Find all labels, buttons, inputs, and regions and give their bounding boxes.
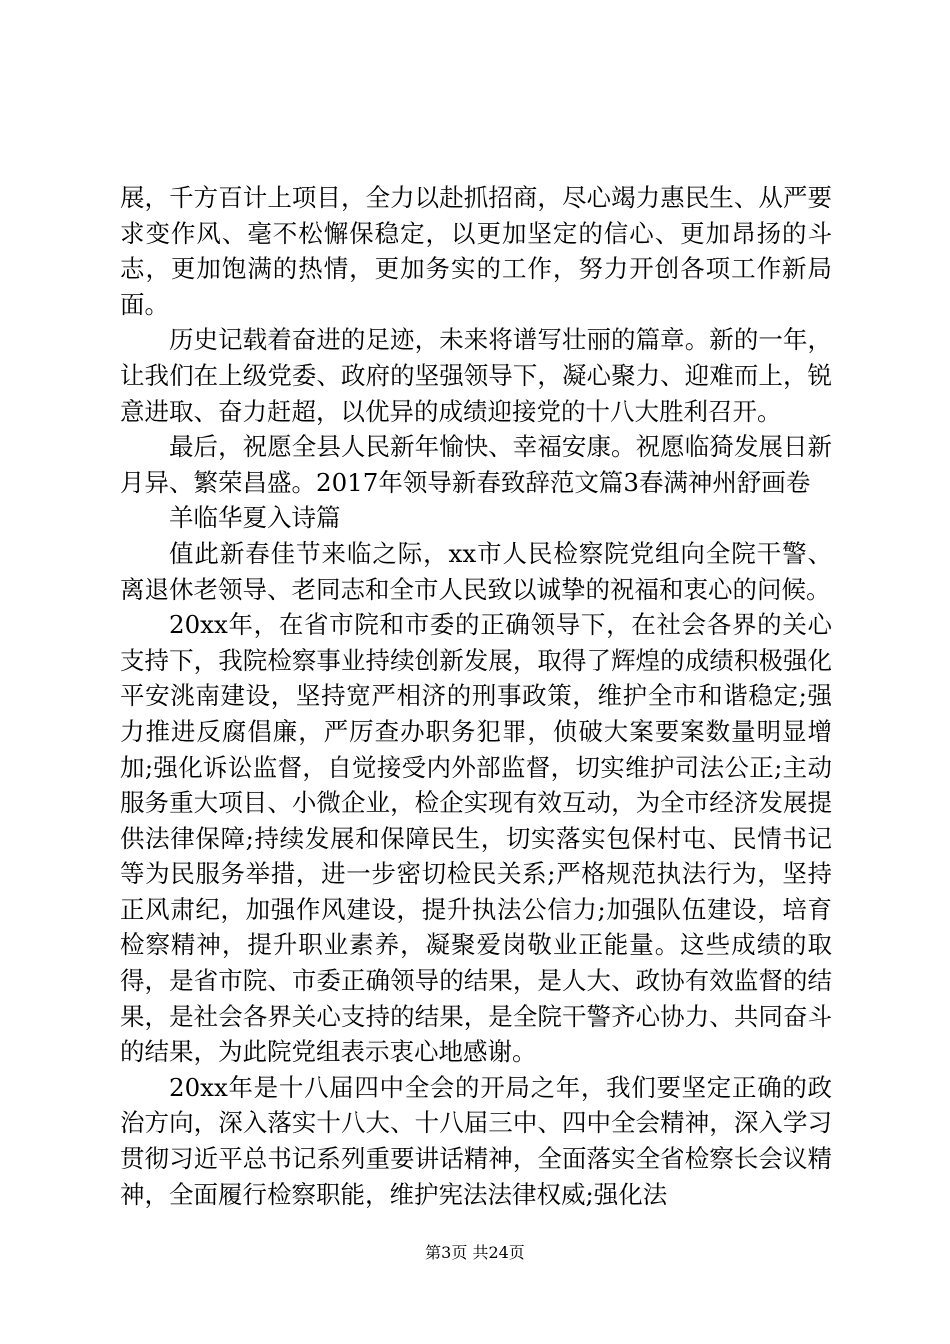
paragraph-3: 最后，祝愿全县人民新年愉快、幸福安康。祝愿临猗发展日新月异、繁荣昌盛。2017年领导新春致辞范文篇3春满神州舒画卷 [120, 432, 832, 497]
paragraph-4: 羊临华夏入诗篇 [169, 503, 341, 533]
paragraph-7: 20xx年是十八届四中全会的开局之年，我们要坚定正确的政治方向，深入落实十八大、十八届三中、四中全会精神，深入学习贯彻习近平总书记系列重要讲话精神，全面落实全省检察长会议精神，全面履行检察职能，维护宪法法律权威;强化法 [120, 1072, 832, 1209]
page-number-footer: 第3页 共24页 [425, 1243, 525, 1262]
paragraph-2: 历史记载着奋进的足迹，未来将谱写壮丽的篇章。新的一年，让我们在上级党委、政府的坚强领导下，凝心聚力、迎难而上，锐意进取、奋力赶超，以优异的成绩迎接党的十八大胜利召开。 [120, 325, 832, 426]
document-body [120, 180, 832, 1212]
paragraph-6: 20xx年，在省市院和市委的正确领导下，在社会各界的关心支持下，我院检察事业持续创新发展，取得了辉煌的成绩积极强化平安洮南建设，坚持宽严相济的刑事政策，维护全市和谐稳定;强力推进反腐倡廉，严厉查办职务犯罪，侦破大案要案数量明显增加;强化诉讼监督，自觉接受内外部监督，切实维护司法公正;主动服务重大项目、小微企业，检企实现有效互动，为全市经济发展提供法律保障;持续发展和保障民生，切实落实包保村屯、民情书记等为民服务举措，进一步密切检民关系;严格规范执法行为，坚持正风肃纪，加强作风建设，提升执法公信力;加强队伍建设，培育检察精神，提升职业素养，凝聚爱岗敬业正能量。这些成绩的取得，是省市院、市委正确领导的结果，是人大、政协有效监督的结果，是社会各界关心支持的结果，是全院干警齐心协力、共同奋斗的结果，为此院党组表示衷心地感谢。 [120, 610, 832, 1067]
paragraph-1: 展，千方百计上项目，全力以赴抓招商，尽心竭力惠民生、从严要求变作风、毫不松懈保稳定，以更加坚定的信心、更加昂扬的斗志，更加饱满的热情，更加务实的工作，努力开创各项工作新局面。 [120, 183, 832, 319]
paragraph-5: 值此新春佳节来临之际，xx市人民检察院党组向全院干警、离退休老领导、老同志和全市人民致以诚挚的祝福和衷心的问候。 [120, 538, 832, 604]
